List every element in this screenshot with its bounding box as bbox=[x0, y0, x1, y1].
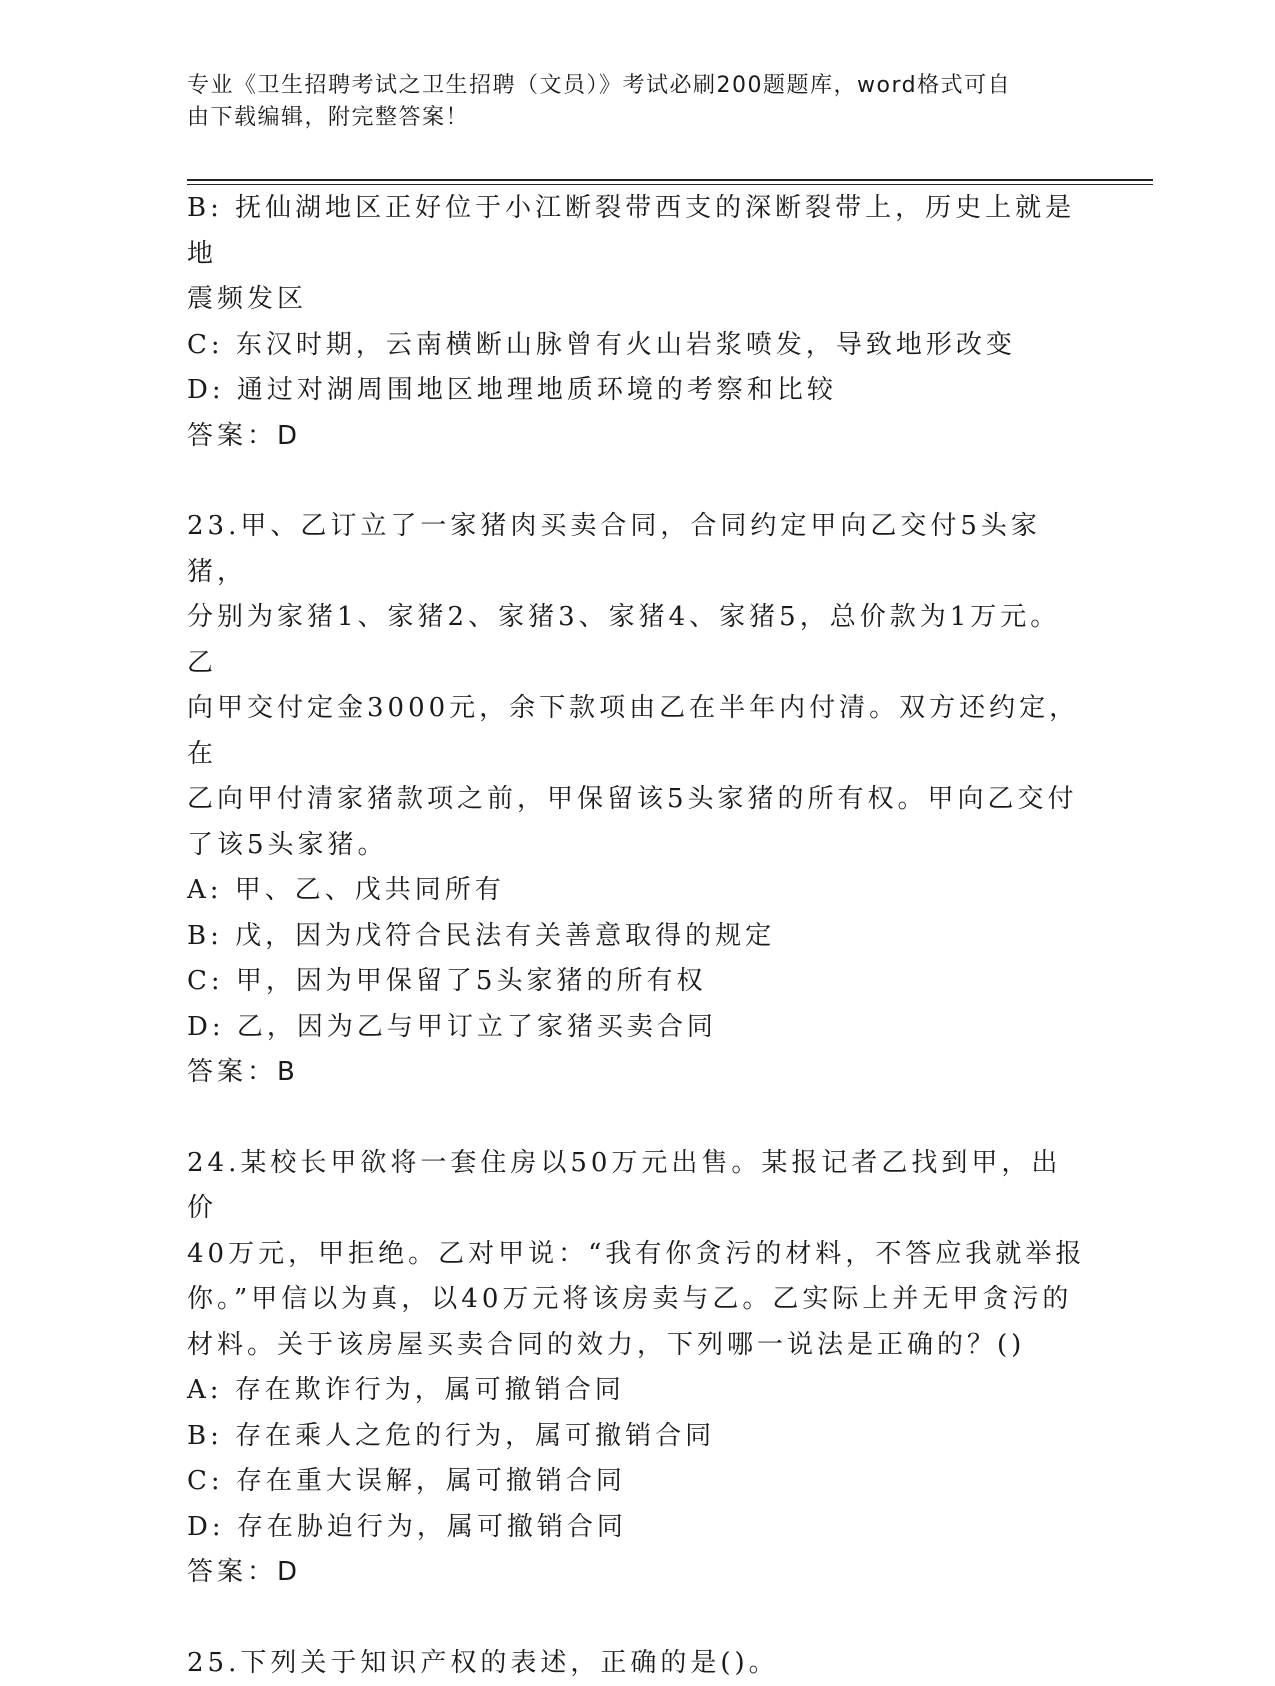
header-rule-thick bbox=[187, 179, 1153, 181]
document-body bbox=[187, 186, 1087, 1686]
q22-option-c: C: 东汉时期，云南横断山脉曾有火山岩浆喷发，导致地形改变 bbox=[187, 323, 1087, 369]
q24-answer: 答案：D bbox=[187, 1550, 1087, 1596]
question-gap bbox=[187, 1096, 1087, 1141]
q22-answer: 答案：D bbox=[187, 414, 1087, 460]
document-header bbox=[187, 70, 1067, 134]
header-rule-thin bbox=[187, 184, 1153, 185]
q23-stem-line-3: 向甲交付定金3000元，余下款项由乙在半年内付清。双方还约定，在 bbox=[187, 686, 1087, 777]
header-line-1: 专业《卫生招聘考试之卫生招聘（文员）》考试必刷200题题库，word格式可自 bbox=[187, 70, 1067, 102]
q24-option-d: D: 存在胁迫行为，属可撤销合同 bbox=[187, 1505, 1087, 1551]
q24-stem-line-2: 40万元，甲拒绝。乙对甲说：“我有你贪污的材料，不答应我就举报 bbox=[187, 1232, 1087, 1278]
header-line-2: 由下载编辑，附完整答案！ bbox=[187, 102, 1067, 134]
q22-option-b-line-2: 震频发区 bbox=[187, 277, 1087, 323]
question-gap bbox=[187, 1596, 1087, 1641]
q24-stem-line-4: 材料。关于该房屋买卖合同的效力，下列哪一说法是正确的？() bbox=[187, 1323, 1087, 1369]
question-25 bbox=[187, 1641, 1087, 1686]
q25-stem-line-1: 25.下列关于知识产权的表述，正确的是()。 bbox=[187, 1641, 1087, 1686]
q23-stem-line-4: 乙向甲付清家猪款项之前，甲保留该5头家猪的所有权。甲向乙交付 bbox=[187, 777, 1087, 823]
q24-option-a: A: 存在欺诈行为，属可撤销合同 bbox=[187, 1368, 1087, 1414]
q23-stem-line-2: 分别为家猪1、家猪2、家猪3、家猪4、家猪5，总价款为1万元。乙 bbox=[187, 595, 1087, 686]
q23-option-a: A: 甲、乙、戊共同所有 bbox=[187, 868, 1087, 914]
question-22 bbox=[187, 186, 1087, 459]
q24-stem-line-3: 你。”甲信以为真，以40万元将该房卖与乙。乙实际上并无甲贪污的 bbox=[187, 1277, 1087, 1323]
question-24 bbox=[187, 1141, 1087, 1596]
q23-answer: 答案：B bbox=[187, 1050, 1087, 1096]
q24-stem-line-1: 24.某校长甲欲将一套住房以50万元出售。某报记者乙找到甲，出价 bbox=[187, 1141, 1087, 1232]
q24-option-b: B: 存在乘人之危的行为，属可撤销合同 bbox=[187, 1414, 1087, 1460]
q23-stem-line-5: 了该5头家猪。 bbox=[187, 823, 1087, 869]
q23-option-c: C: 甲，因为甲保留了5头家猪的所有权 bbox=[187, 959, 1087, 1005]
question-23 bbox=[187, 504, 1087, 1096]
question-gap bbox=[187, 459, 1087, 504]
q22-option-d: D: 通过对湖周围地区地理地质环境的考察和比较 bbox=[187, 368, 1087, 414]
q23-stem-line-1: 23.甲、乙订立了一家猪肉买卖合同，合同约定甲向乙交付5头家猪， bbox=[187, 504, 1087, 595]
q23-option-d: D: 乙，因为乙与甲订立了家猪买卖合同 bbox=[187, 1005, 1087, 1051]
q22-option-b-line-1: B: 抚仙湖地区正好位于小江断裂带西支的深断裂带上，历史上就是地 bbox=[187, 186, 1087, 277]
q24-option-c: C: 存在重大误解，属可撤销合同 bbox=[187, 1459, 1087, 1505]
q23-option-b: B: 戊，因为戊符合民法有关善意取得的规定 bbox=[187, 914, 1087, 960]
